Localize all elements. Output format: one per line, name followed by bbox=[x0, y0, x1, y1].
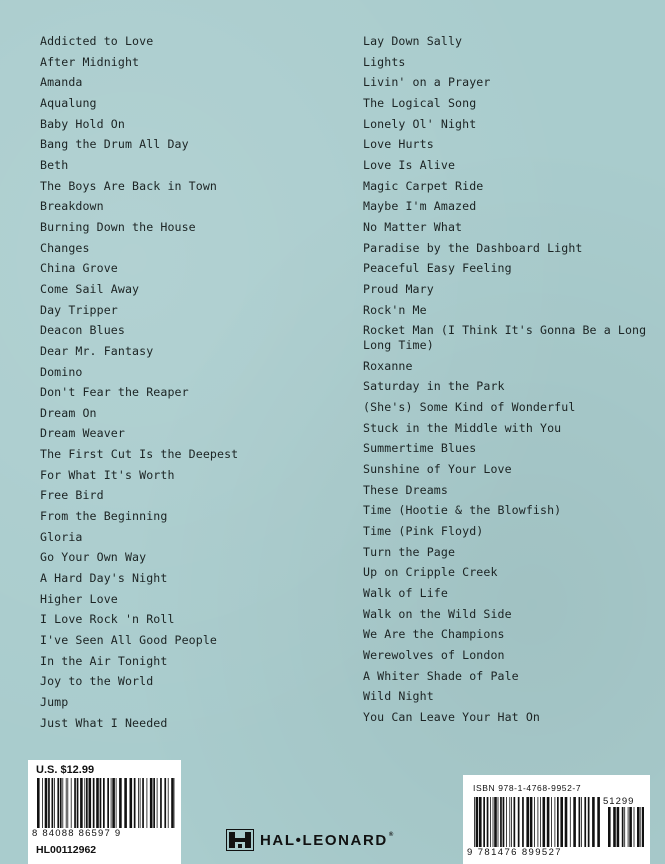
song-title: Don't Fear the Reaper bbox=[40, 385, 189, 400]
song-title: We Are the Champions bbox=[363, 627, 505, 642]
song-title: Deacon Blues bbox=[40, 323, 125, 338]
song-title: Werewolves of London bbox=[363, 647, 505, 662]
song-title: The First Cut Is the Deepest bbox=[40, 447, 239, 462]
song-title: Gloria bbox=[40, 529, 83, 544]
song-title: A Whiter Shade of Pale bbox=[363, 668, 519, 683]
song-title: Wild Night bbox=[363, 689, 434, 704]
song-title: Day Tripper bbox=[40, 302, 118, 317]
song-title: No Matter What bbox=[363, 219, 463, 234]
song-title: Proud Mary bbox=[363, 281, 434, 296]
isbn-barcode-box bbox=[463, 775, 650, 864]
song-title: Changes bbox=[40, 240, 90, 255]
song-title: Peaceful Easy Feeling bbox=[363, 261, 512, 276]
song-title: Turn the Page bbox=[363, 544, 456, 559]
song-title: After Midnight bbox=[40, 54, 140, 69]
song-title: I Love Rock 'n Roll bbox=[40, 612, 175, 627]
song-list-right bbox=[363, 31, 653, 728]
song-title: Stuck in the Middle with You bbox=[363, 420, 562, 435]
song-title: Rocket Man (I Think It's Gonna Be a Long Long Time) bbox=[363, 322, 647, 352]
song-title: Paradise by the Dashboard Light bbox=[363, 240, 583, 255]
song-title: Sunshine of Your Love bbox=[363, 462, 512, 477]
song-title: Breakdown bbox=[40, 199, 104, 214]
song-title: Free Bird bbox=[40, 488, 104, 503]
song-title: Dream On bbox=[40, 405, 97, 420]
song-title: The Boys Are Back in Town bbox=[40, 178, 218, 193]
song-title: Magic Carpet Ride bbox=[363, 178, 484, 193]
song-title: Joy to the World bbox=[40, 674, 154, 689]
song-title: Addicted to Love bbox=[40, 34, 154, 48]
song-title: Higher Love bbox=[40, 591, 118, 606]
price-label: U.S. $12.99 bbox=[36, 764, 95, 776]
song-title: Walk on the Wild Side bbox=[363, 606, 512, 621]
song-title: Dear Mr. Fantasy bbox=[40, 343, 154, 358]
publisher-name: HAL•LEONARD® bbox=[260, 831, 395, 849]
song-title: Beth bbox=[40, 157, 69, 172]
song-title: Roxanne bbox=[363, 358, 413, 373]
song-title: I've Seen All Good People bbox=[40, 633, 218, 648]
addon-digits: 51299 bbox=[603, 796, 635, 807]
isbn-barcode-icon bbox=[473, 797, 601, 847]
upc-digits: 8 84088 86597 9 bbox=[32, 828, 122, 839]
song-title: Lonely Ol' Night bbox=[363, 116, 477, 131]
song-title: Up on Cripple Creek bbox=[363, 565, 498, 580]
upc-barcode-icon bbox=[36, 778, 176, 828]
song-title: Just What I Needed bbox=[40, 715, 168, 730]
song-title: For What It's Worth bbox=[40, 467, 175, 482]
song-title: (She's) Some Kind of Wonderful bbox=[363, 400, 576, 415]
hal-leonard-logo-icon bbox=[226, 829, 254, 851]
song-title: Lay Down Sally bbox=[363, 34, 463, 48]
song-title: Bang the Drum All Day bbox=[40, 137, 189, 152]
addon-barcode-icon bbox=[607, 807, 645, 847]
song-title: These Dreams bbox=[363, 482, 448, 497]
song-title: Domino bbox=[40, 364, 83, 379]
song-title: Lights bbox=[363, 54, 406, 69]
isbn-label: ISBN 978-1-4768-9952-7 bbox=[473, 783, 582, 793]
song-title: Saturday in the Park bbox=[363, 379, 505, 394]
song-title: Livin' on a Prayer bbox=[363, 75, 491, 90]
song-title: You Can Leave Your Hat On bbox=[363, 709, 541, 724]
price-barcode-box bbox=[28, 760, 181, 864]
song-title: Amanda bbox=[40, 75, 83, 90]
song-title: Baby Hold On bbox=[40, 116, 125, 131]
song-title: Come Sail Away bbox=[40, 281, 140, 296]
item-code: HL00112962 bbox=[36, 844, 97, 856]
song-title: Summertime Blues bbox=[363, 441, 477, 456]
song-title: Walk of Life bbox=[363, 586, 448, 600]
song-title: Time (Pink Floyd) bbox=[363, 524, 484, 539]
isbn-digits: 9 781476 899527 bbox=[467, 847, 562, 858]
song-title: Jump bbox=[40, 695, 69, 709]
song-title: Rock'n Me bbox=[363, 302, 427, 317]
song-title: The Logical Song bbox=[363, 95, 477, 110]
song-title: A Hard Day's Night bbox=[40, 571, 168, 586]
song-title: Dream Weaver bbox=[40, 426, 125, 441]
song-title: From the Beginning bbox=[40, 509, 168, 524]
song-title: Burning Down the House bbox=[40, 219, 196, 234]
song-title: Maybe I'm Amazed bbox=[363, 199, 477, 214]
publisher-logo bbox=[226, 829, 395, 851]
song-title: Go Your Own Way bbox=[40, 550, 147, 565]
song-title: Time (Hootie & the Blowfish) bbox=[363, 503, 562, 518]
song-title: In the Air Tonight bbox=[40, 653, 168, 668]
song-list-left bbox=[40, 31, 340, 733]
song-title: Love Is Alive bbox=[363, 157, 456, 172]
song-title: Love Hurts bbox=[363, 137, 434, 152]
song-title: Aqualung bbox=[40, 95, 97, 110]
song-title: China Grove bbox=[40, 261, 118, 276]
